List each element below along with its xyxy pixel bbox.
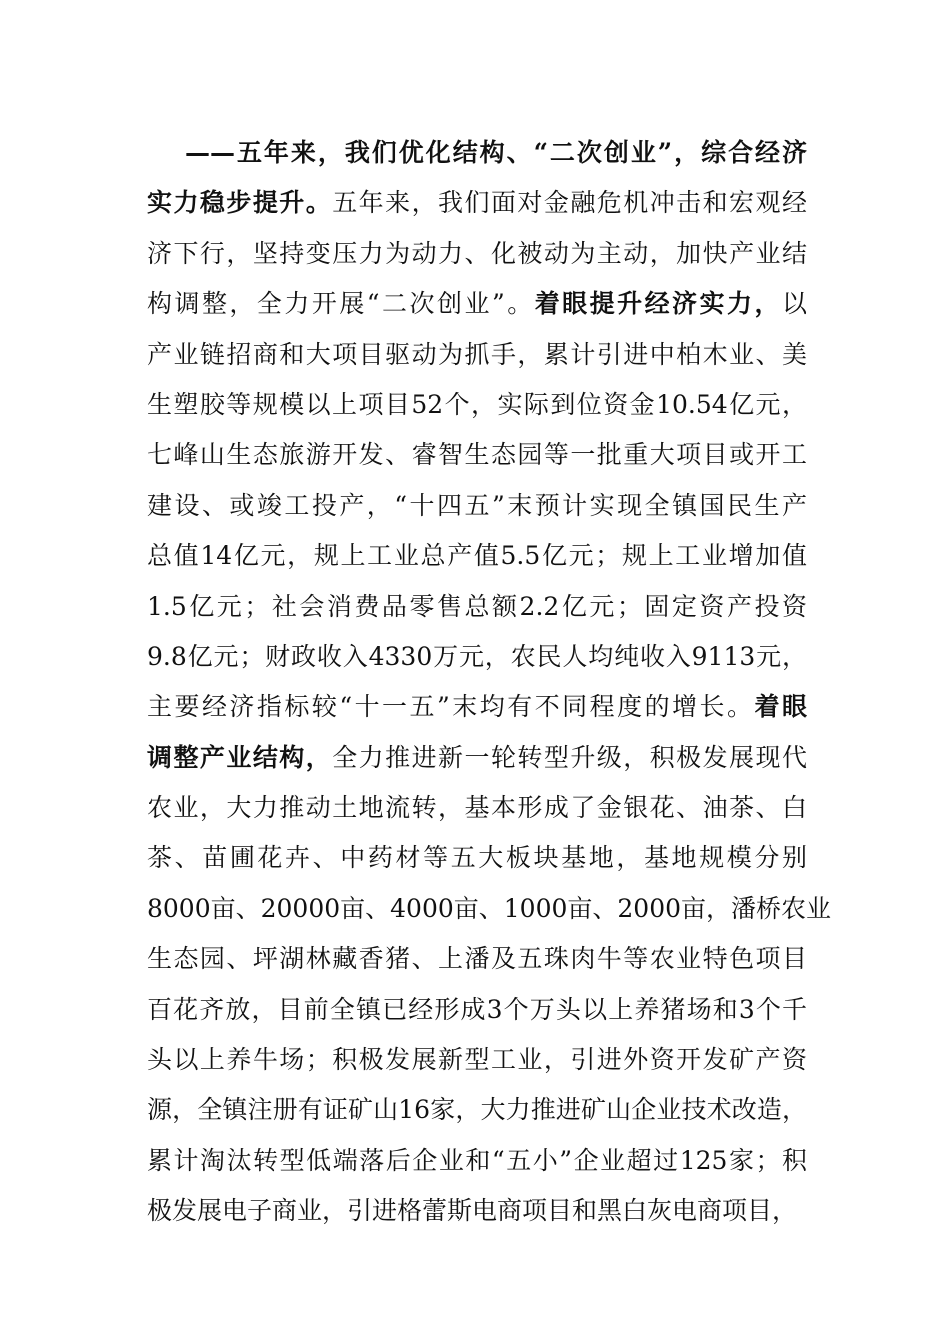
- text-run: 源，全镇注册有证矿山16家，大力推进矿山企业技术改造，: [147, 1095, 807, 1125]
- text-run: 9.8亿元；财政收入4330万元，农民人均纯收入9113元，: [147, 641, 807, 671]
- text-line: [147, 1035, 807, 1085]
- text-run: 8000亩、20000亩、4000亩、1000亩、2000亩，潘桥农业: [147, 893, 832, 923]
- bold-text-run: ——五年来，我们优化结构、“二次创业”，综合经济: [185, 138, 807, 167]
- text-run: 百花齐放，目前全镇已经形成3个万头以上养猪场和3个千: [147, 994, 807, 1024]
- text-line: [147, 783, 807, 833]
- bold-text-run: 着眼: [754, 692, 807, 722]
- text-run: 极发展电子商业，引进格蕾斯电商项目和黑白灰电商项目，: [147, 1196, 798, 1226]
- text-line: [147, 934, 807, 984]
- text-line: [147, 128, 807, 178]
- text-line: [147, 380, 807, 430]
- text-line: [147, 1136, 807, 1186]
- text-run: 茶、苗圃花卉、中药材等五大板块基地，基地规模分别: [147, 843, 807, 873]
- text-run: 构调整，全力开展“二次创业”。: [147, 289, 535, 319]
- text-line: [147, 481, 807, 531]
- text-line: [147, 884, 832, 934]
- text-run: 全力推进新一轮转型升级，积极发展现代: [332, 742, 807, 772]
- text-line: [147, 733, 807, 783]
- text-run: 头以上养牛场；积极发展新型工业，引进外资开发矿产资: [147, 1045, 807, 1075]
- text-run: 总值14亿元，规上工业总产值5.5亿元；规上工业增加值: [147, 541, 807, 571]
- text-line: [147, 833, 807, 883]
- text-line: [147, 582, 807, 632]
- text-run: 累计淘汰转型低端落后企业和“五小”企业超过125家；积: [147, 1145, 807, 1175]
- bold-text-run: 着眼提升经济实力，: [534, 289, 782, 319]
- text-run: 建设、或竣工投产，“十四五”末预计实现全镇国民生产: [147, 490, 807, 520]
- text-line: [147, 682, 807, 732]
- text-line: [147, 279, 807, 329]
- text-run: 产业链招商和大项目驱动为抓手，累计引进中柏木业、美: [147, 339, 807, 369]
- text-line: [147, 178, 807, 228]
- bold-text-run: 实力稳步提升。: [147, 188, 333, 218]
- text-run: 七峰山生态旅游开发、睿智生态园等一批重大项目或开工: [147, 440, 807, 470]
- text-run: 主要经济指标较“十一五”末均有不同程度的增长。: [147, 692, 755, 722]
- text-line: [147, 229, 807, 279]
- text-line: [147, 1186, 807, 1236]
- bold-text-run: 调整产业结构，: [147, 742, 333, 772]
- text-run: 五年来，我们面对金融危机冲击和宏观经: [332, 188, 807, 218]
- text-line: [147, 330, 807, 380]
- text-line: [147, 1085, 807, 1135]
- text-line: [147, 985, 807, 1035]
- text-run: 农业，大力推动土地流转，基本形成了金银花、油茶、白: [147, 793, 807, 823]
- text-run: 生塑胶等规模以上项目52个，实际到位资金10.54亿元，: [147, 389, 807, 419]
- text-run: 济下行，坚持变压力为动力、化被动为主动，加快产业结: [147, 238, 807, 268]
- body-paragraph: [147, 128, 832, 1237]
- text-run: 以: [781, 289, 807, 319]
- text-run: 1.5亿元；社会消费品零售总额2.2亿元；固定资产投资: [147, 591, 807, 621]
- text-line: [147, 430, 807, 480]
- text-line: [147, 632, 807, 682]
- text-line: [147, 531, 807, 581]
- text-run: 生态园、坪湖林藏香猪、上潘及五珠肉牛等农业特色项目: [147, 944, 807, 974]
